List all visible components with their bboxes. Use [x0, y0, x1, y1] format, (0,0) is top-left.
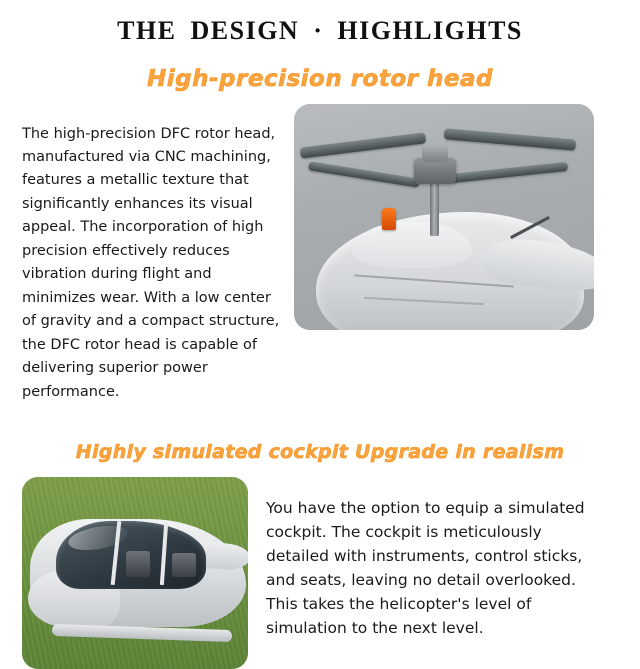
cockpit-seat-shape	[172, 553, 196, 577]
section-2-heading-text: Highly simulated cockpit Upgrade in realism	[75, 440, 565, 463]
cockpit-image	[22, 477, 248, 669]
section-1	[0, 92, 640, 419]
section-1-heading-text: High-precision rotor head	[147, 66, 493, 92]
section-2-text-column	[258, 473, 588, 656]
page-title: THE DESIGN · HIGHLIGHTS	[117, 16, 523, 45]
section-1-text-column	[22, 102, 294, 419]
section-1-heading	[0, 66, 640, 92]
section-2-body: You have the option to equip a simulated cockpit. The cockpit is meticulously detailed with instruments, control sticks, and seats, leaving no detail overlooked. This takes the helicopter's level of simulation to the next level.	[266, 499, 585, 638]
section-2-image-column	[22, 473, 258, 669]
rotor-hub-shape	[422, 144, 448, 162]
section-1-image-column	[294, 102, 594, 330]
section-2-heading	[0, 441, 640, 463]
cockpit-seat-shape	[126, 551, 150, 577]
canopy-shape	[352, 222, 472, 268]
section-1-body: The high-precision DFC rotor head, manufactured via CNC machining, features a metallic texture that significantly enhances its visual appeal. The incorporation of high precision effectively reduces vibration during flight and minimizes wear. With a low center of gravity and a compact structure, the DFC rotor head is capable of delivering superior power performance.	[22, 125, 280, 400]
rotor-head-image	[294, 104, 594, 330]
section-2	[0, 463, 640, 669]
orange-marker-shape	[382, 208, 396, 230]
